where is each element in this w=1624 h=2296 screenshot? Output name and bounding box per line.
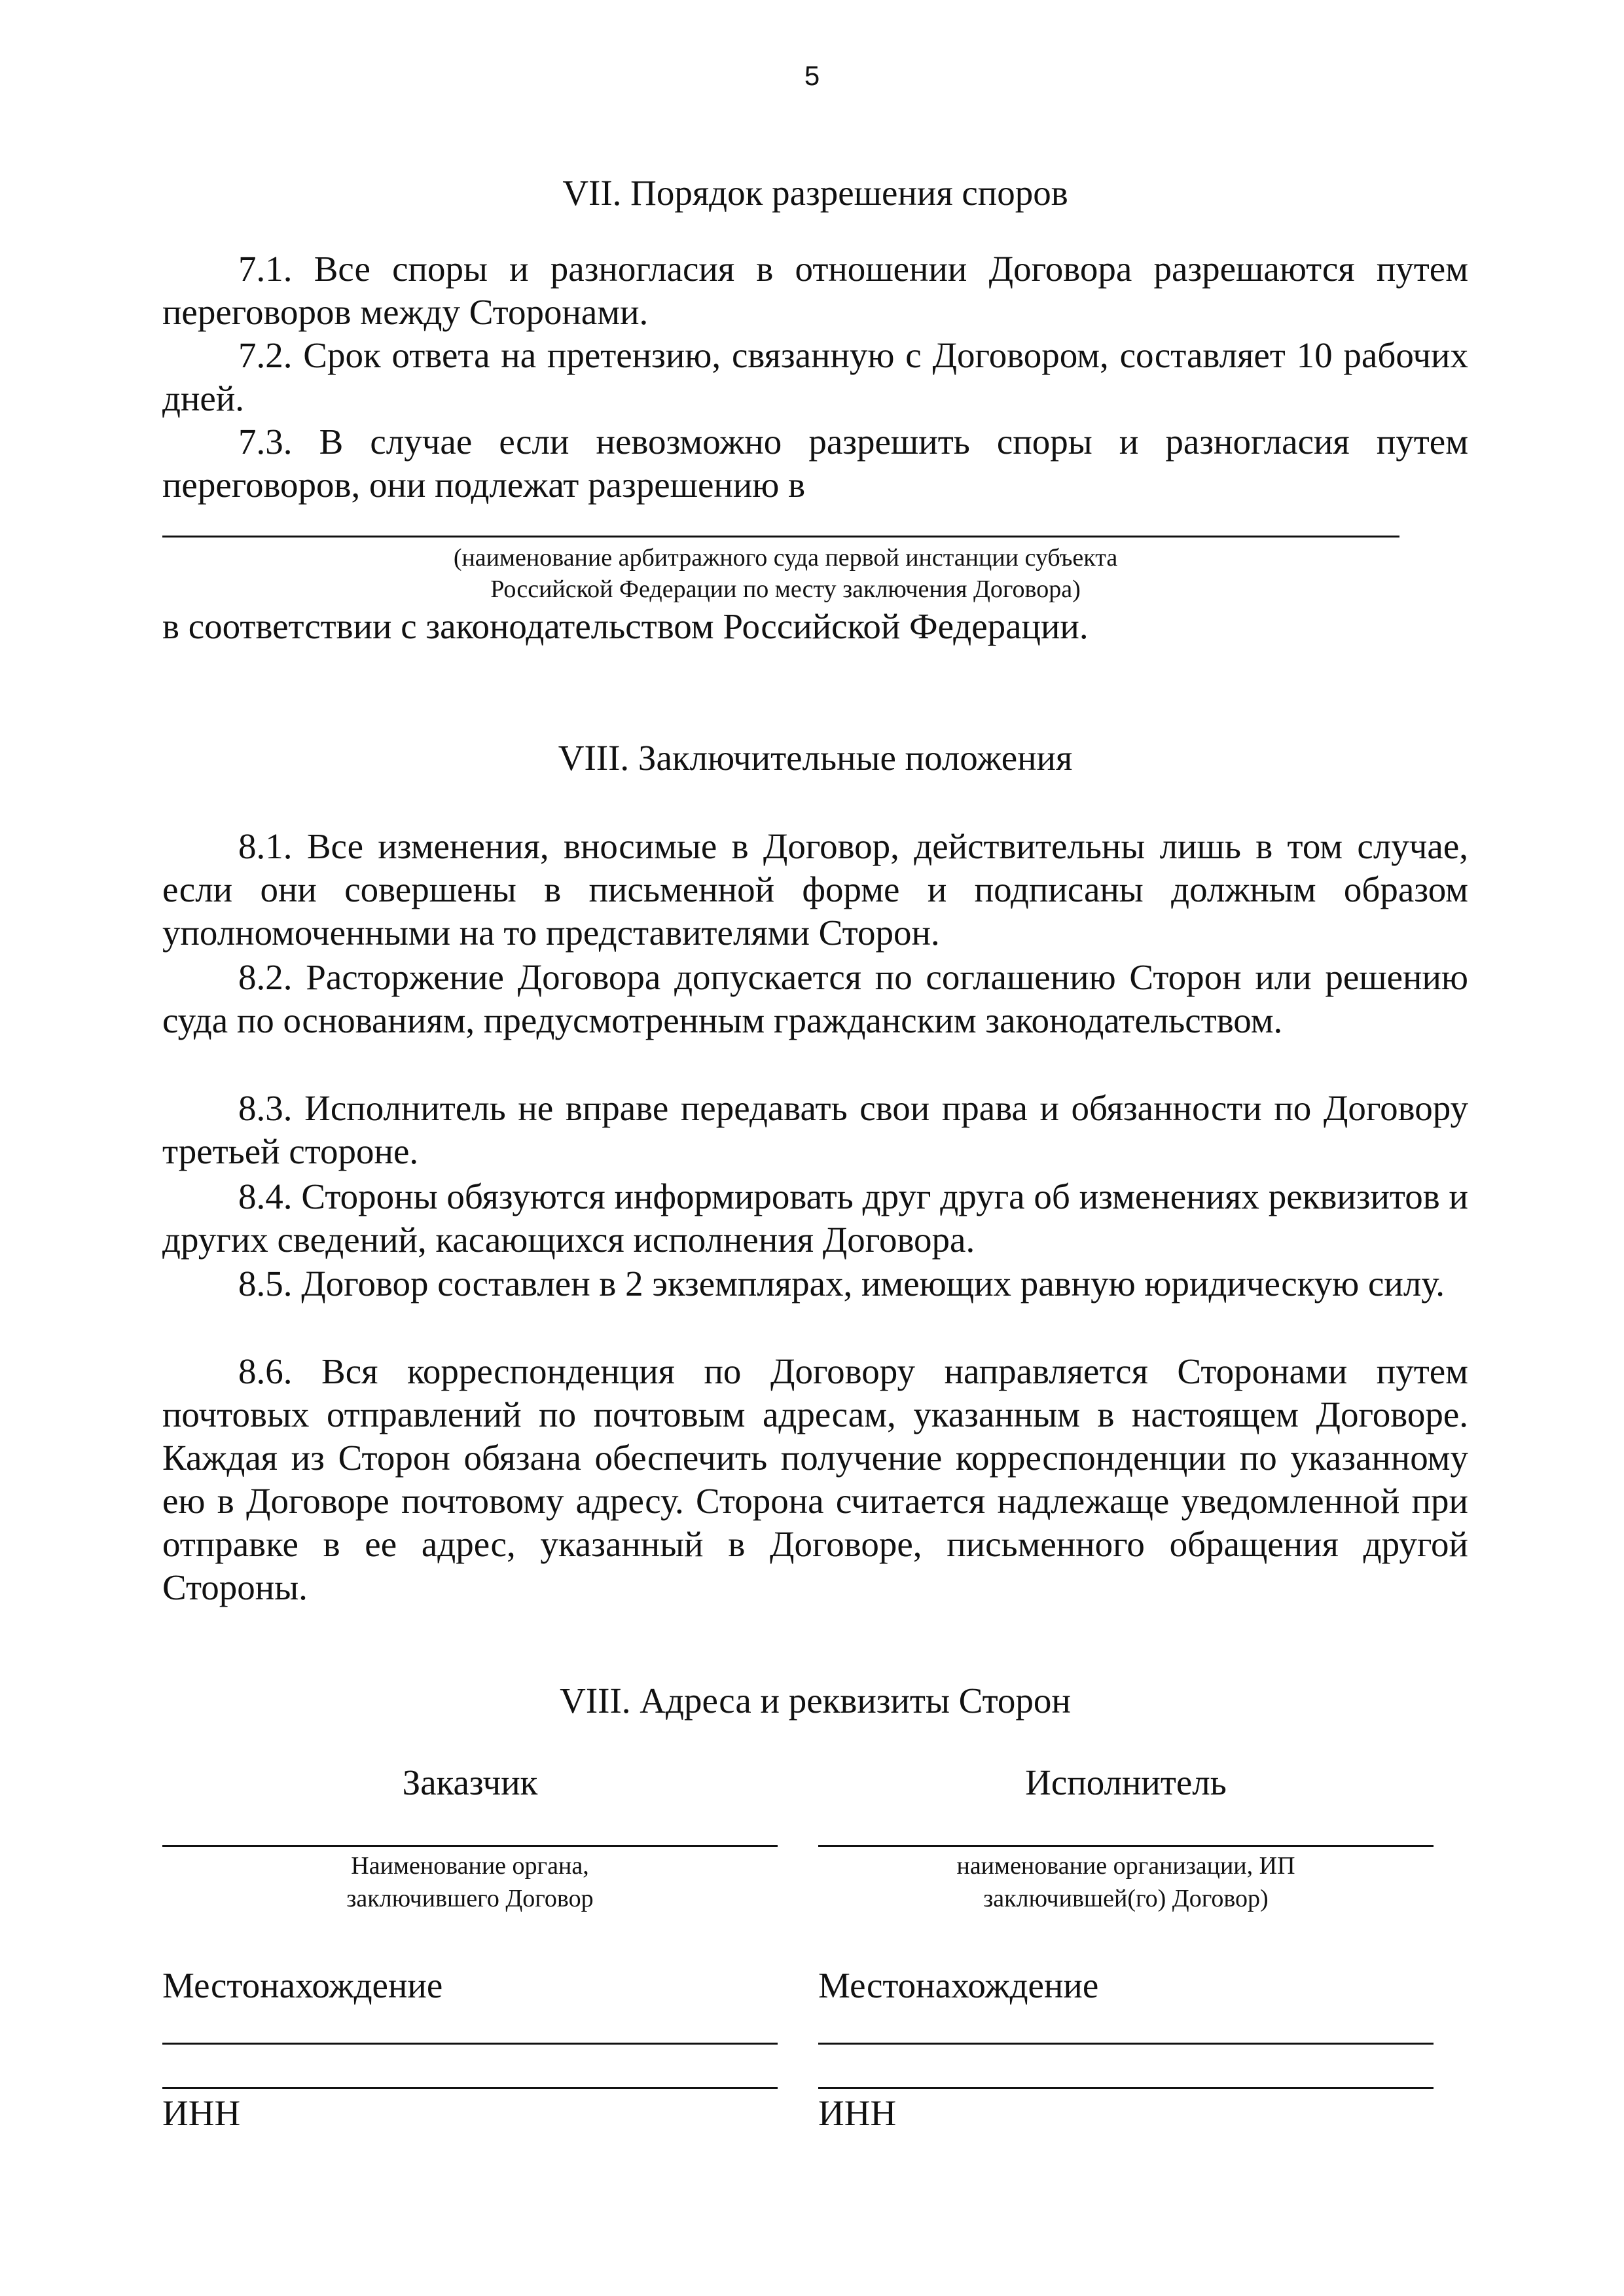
contractor-location-fill-line-2 [818,2087,1434,2089]
page-number: 5 [804,60,820,91]
court-name-caption-line2: Российской Федерации по месту заключения Договора) [490,575,1081,603]
paragraph-8-2 [162,956,1468,1042]
contractor-location-fill-line-1 [818,2043,1434,2045]
section-7-title: VII. Порядок разрешения споров [562,173,1068,213]
contractor-inn-label: ИНН [818,2093,897,2133]
paragraph-8-1-text: 8.1. Все изменения, вносимые в Договор, действительны лишь в том случае, если они совершены в письменной форме и подписаны должным образом уполномоченными на то представителями Сторон. [162,826,1468,953]
paragraph-7-3-text: 7.3. В случае если невозможно разрешить споры и разногласия путем переговоров, они подлежат разрешению в [162,422,1468,505]
contractor-caption-line1: наименование организации, ИП [956,1852,1295,1880]
paragraph-7-1-text: 7.1. Все споры и разногласия в отношении Договора разрешаются путем переговоров между Сторонами. [162,249,1468,332]
customer-name-fill-line [162,1845,778,1847]
section-9-title: VIII. Адреса и реквизиты Сторон [560,1681,1071,1721]
paragraph-8-3-text: 8.3. Исполнитель не вправе передавать свои права и обязанности по Договору третьей стороне. [162,1088,1468,1171]
paragraph-8-2-text: 8.2. Расторжение Договора допускается по соглашению Сторон или решению суда по основаниям, предусмотренным гражданским законодательством. [162,957,1468,1040]
section-8-title: VIII. Заключительные положения [558,738,1073,778]
paragraph-8-4-text: 8.4. Стороны обязуются информировать друг друга об изменениях реквизитов и других сведений, касающихся исполнения Договора. [162,1176,1468,1260]
customer-caption-line1: Наименование органа, [351,1852,589,1880]
contractor-title: Исполнитель [1025,1762,1227,1802]
contractor-location-label: Местонахождение [818,1965,1099,2005]
paragraph-8-6 [162,1350,1468,1609]
court-name-fill-line [162,536,1399,538]
customer-title: Заказчик [402,1762,538,1802]
paragraph-7-3 [162,420,1468,507]
customer-caption-line2: заключившего Договор [346,1885,594,1912]
contractor-caption-line2: заключившей(го) Договор) [983,1885,1269,1912]
paragraph-7-1 [162,247,1468,334]
paragraph-8-4 [162,1175,1468,1262]
customer-inn-label: ИНН [162,2093,241,2133]
paragraph-8-1 [162,825,1468,955]
paragraph-7-3-end-text: в соответствии с законодательством Российской Федерации. [162,606,1089,646]
customer-location-fill-line-2 [162,2087,778,2089]
paragraph-8-5 [162,1262,1468,1305]
paragraph-7-2-text: 7.2. Срок ответа на претензию, связанную с Договором, составляет 10 рабочих дней. [162,335,1468,418]
paragraph-7-3-end [162,605,1468,648]
paragraph-8-5-text: 8.5. Договор составлен в 2 экземплярах, имеющих равную юридическую силу. [238,1264,1445,1303]
contractor-name-fill-line [818,1845,1434,1847]
paragraph-8-3 [162,1087,1468,1173]
customer-location-label: Местонахождение [162,1965,443,2005]
paragraph-8-6-text: 8.6. Вся корреспонденция по Договору направляется Сторонами путем почтовых отправлений по почтовым адресам, указанным в настоящем Договоре. Каждая из Сторон обязана обеспечить получение корреспонденции по указанному ею в Договоре почтовому адресу. Сторона считается надлежаще уведомленной при отправке в ее адрес, указанный в Договоре, письменного обращения другой Стороны. [162,1351,1468,1607]
court-name-caption-line1: (наименование арбитражного суда первой инстанции субъекта [453,544,1118,572]
paragraph-7-2 [162,334,1468,420]
customer-location-fill-line-1 [162,2043,778,2045]
